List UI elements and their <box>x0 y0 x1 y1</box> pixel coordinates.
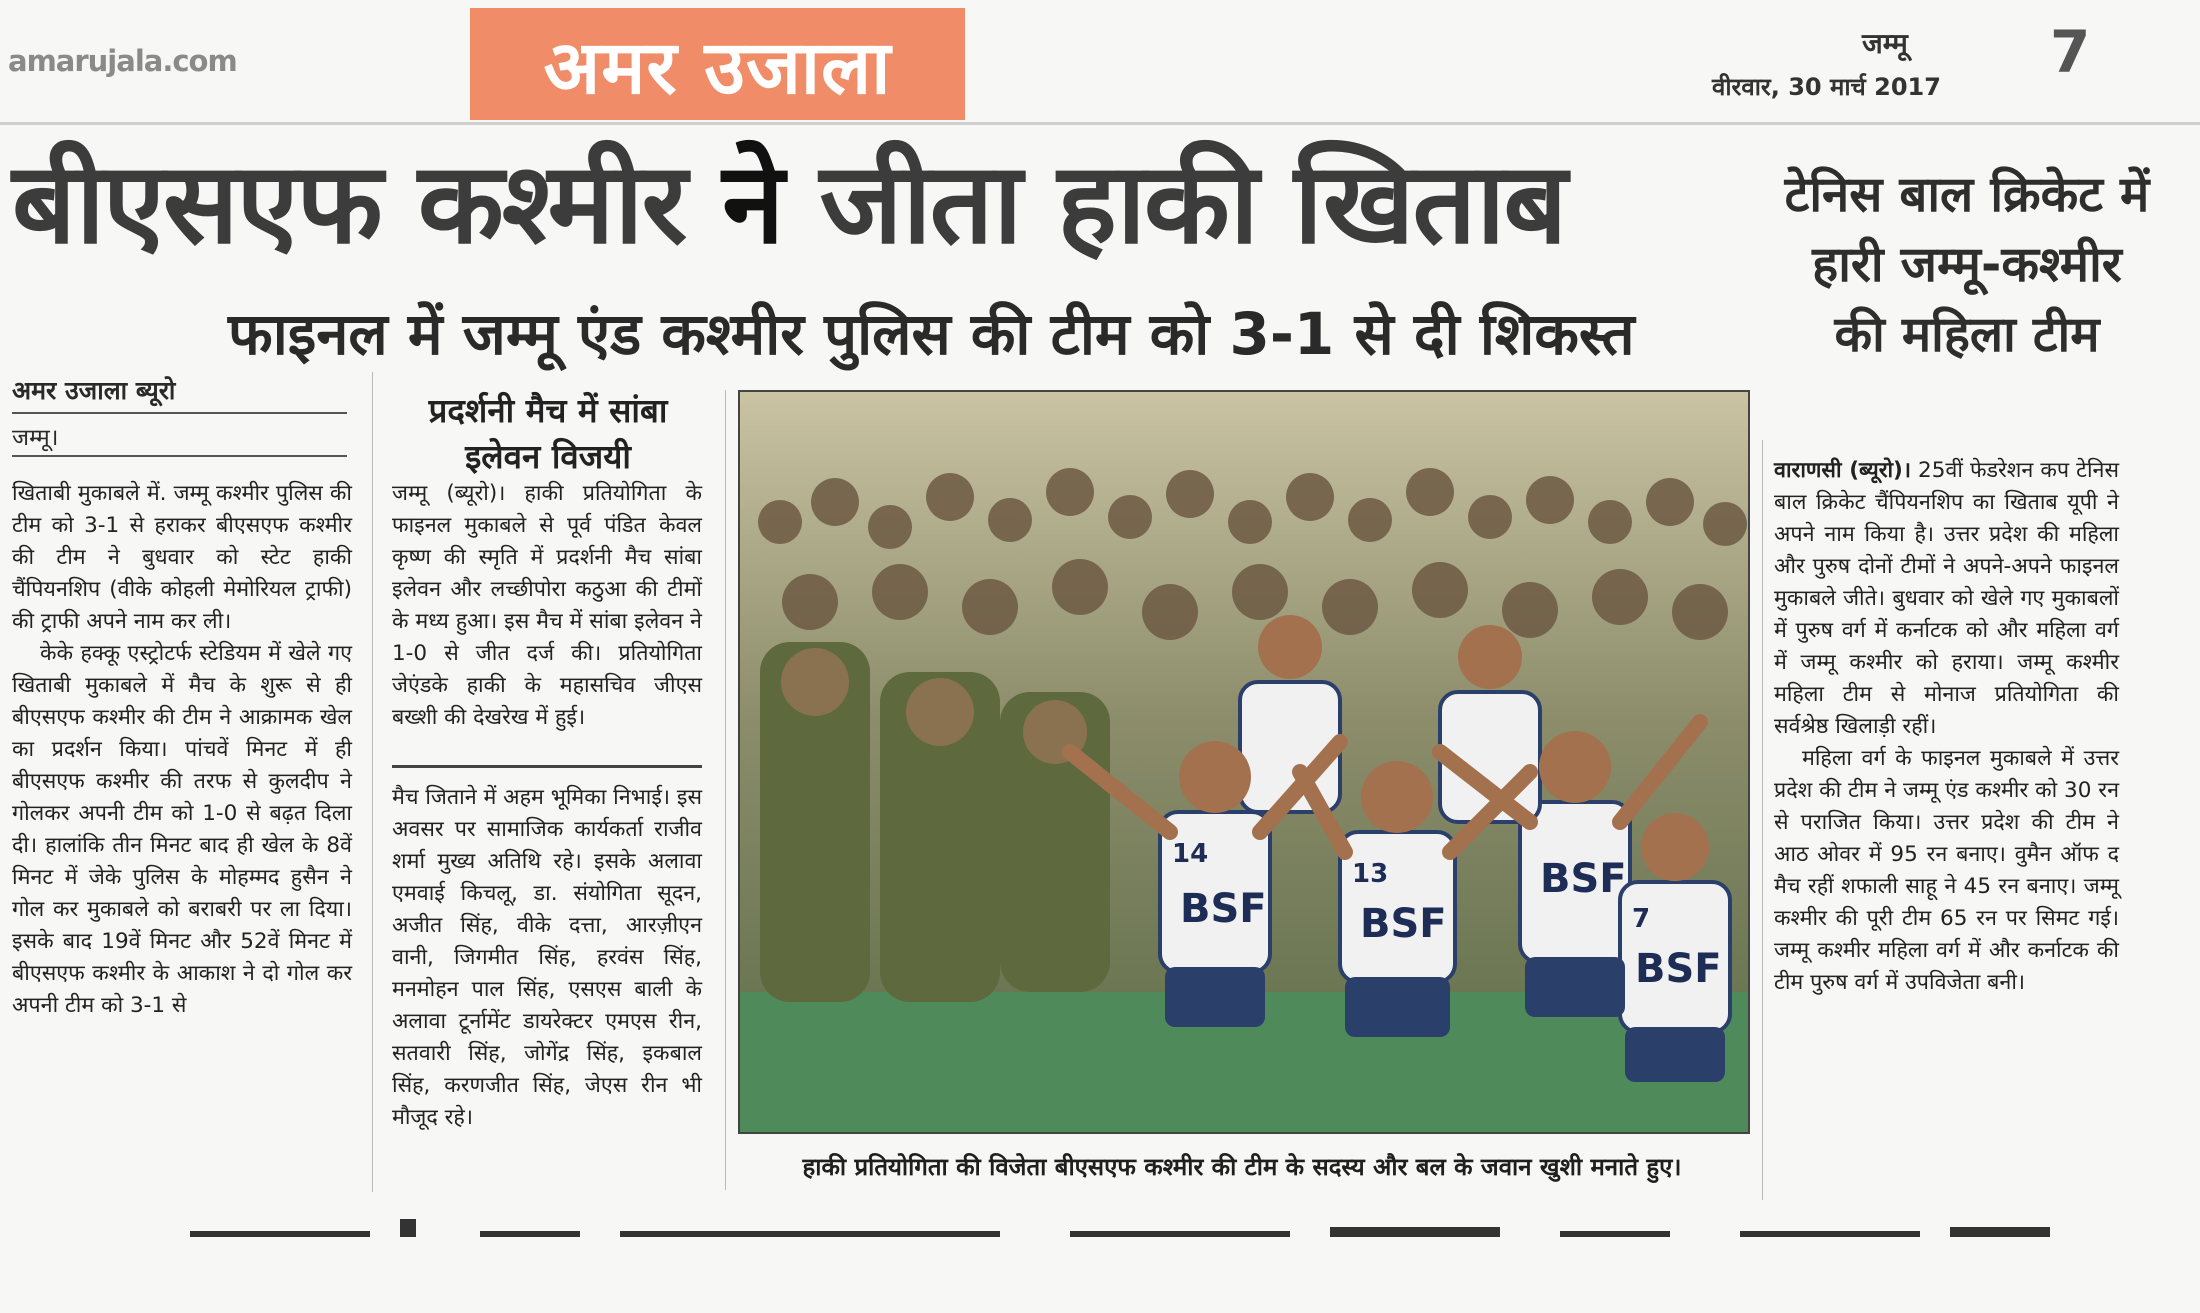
page-number: 7 <box>2050 18 2091 86</box>
team-celebration-photo <box>738 390 1750 1134</box>
column-divider <box>725 390 726 1190</box>
jersey-bsf-4: BSF <box>1635 946 1722 992</box>
headline-part-2: ने <box>722 139 783 269</box>
main-paragraph-1: खिताबी मुकाबले में. जम्मू कश्मीर पुलिस की टीम को 3-1 से हराकर बीएसएफ कश्मीर की टीम ने बुधवार को स्टेट हाकी चैंपियनशिप (वीके कोहली मेमोरियल ट्राफी) की ट्राफी अपने नाम कर ली। <box>12 481 352 634</box>
main-story-body <box>12 478 352 1022</box>
box-story-divider <box>392 765 702 768</box>
cutoff-headline-strip <box>190 1205 2050 1245</box>
column-divider <box>1762 440 1763 1200</box>
side-story-body <box>1774 455 2119 999</box>
headline-part-1: बीएसएफ कश्मीर <box>12 139 686 269</box>
box-story-headline: प्रदर्शनी मैच में सांबा इलेवन विजयी <box>428 391 668 476</box>
jersey-bsf-2: BSF <box>1360 901 1447 947</box>
side-story-dateline: वाराणसी (ब्यूरो)। <box>1774 458 1912 483</box>
jersey-bsf-3: BSF <box>1540 856 1627 902</box>
photo-illustration <box>740 392 1748 1132</box>
box-story-body: जम्मू (ब्यूरो)। हाकी प्रतियोगिता के फाइनल मुकाबले से पूर्व पंडित केवल कृष्ण की स्मृति में प्रदर्शनी मैच सांबा इलेवन और लच्छीपोरा कठुआ की टीमों के मध्य हुआ। इस मैच में सांबा इलेवन ने 1-0 से जीत दर्ज की। प्रतियोगिता जेएंडके हाकी के महासचिव जीएस बख्शी की देखरेख में हुई। <box>392 481 702 730</box>
headline-part-3: जीता हाकी खिताब <box>819 139 1566 269</box>
dateline: जम्मू। <box>12 425 59 451</box>
byline: अमर उजाला ब्यूरो <box>12 376 176 405</box>
side-story-headline: टेनिस बाल क्रिकेट में हारी जम्मू-कश्मीर की महिला टीम <box>1784 166 2150 363</box>
side-paragraph-1-text: 25वीं फेडरेशन कप टेनिस बाल क्रिकेट चैंपियनशिप का खिताब यूपी ने अपने नाम किया है। उत्तर प्रदेश की महिला और पुरुष दोनों टीमों ने अपने-अपने फाइनल मुकाबले जीते। बुधवार को खेले गए मुकाबलों में पुरुष वर्ग में कर्नाटक को और महिला वर्ग में जम्मू कश्मीर को हराया। जम्मू कश्मीर महिला टीम से मोनाज प्रतियोगिता की सर्वश्रेष्ठ खिलाड़ी रहीं। <box>1774 458 2119 739</box>
main-story-continuation: मैच जिताने में अहम भूमिका निभाई। इस अवसर पर सामाजिक कार्यकर्ता राजीव शर्मा मुख्य अतिथि रहे। इसके अलावा एमवाई किचलू, डा. संयोगिता सूदन, अजीत सिंह, वीके दत्ता, आरज़ीएन वानी, जिगमीत सिंह, हरवंस सिंह, मनमोहन पाल सिंह, एसएस बाली के अलावा टूर्नामेंट डायरेक्टर एमएस रीन, सतवारी सिंह, जोगेंद्र सिंह, इकबाल सिंह, करणजीत सिंह, जेएस रीन भी मौजूद रहे। <box>392 785 702 1130</box>
dateline-divider <box>12 455 347 457</box>
side-paragraph-2: महिला वर्ग के फाइनल मुकाबले में उत्तर प्रदेश की टीम ने जम्मू एंड कश्मीर को 30 रन से पराजित किया। उत्तर प्रदेश की टीम ने आठ ओवर में 95 रन बनाए। वुमैन ऑफ द मैच रहीं शफाली साहू ने 45 रन बनाए। जम्मू कश्मीर की पूरी टीम 65 रन पर सिमट गई। जम्मू कश्मीर महिला वर्ग में और कर्नाटक की टीम पुरुष वर्ग में उपविजेता बनी। <box>1774 746 2119 995</box>
jersey-number-7: 7 <box>1632 904 1651 934</box>
masthead-divider <box>0 122 2200 125</box>
column-divider <box>372 372 373 1192</box>
site-url: amarujala.com <box>8 44 237 78</box>
jersey-number-14: 14 <box>1172 839 1209 869</box>
main-paragraph-2: केके हक्कू एस्ट्रोटर्फ स्टेडियम में खेले गए खिताबी मुकाबले में मैच के शुरू से ही बीएसएफ कश्मीर की टीम ने आक्रामक खेल का प्रदर्शन किया। पांचवें मिनट में ही बीएसएफ कश्मीर की तरफ से कुलदीप ने गोलकर अपनी टीम को 1-0 से बढ़त दिला दी। हालांकि तीन मिनट बाद ही खेल के 8वें मिनट में जेके पुलिस के मोहम्मद हुसैन ने गोल कर मुकाबले को बराबरी पर ला दिया। इसके बाद 19वें मिनट और 52वें मिनट में बीएसएफ कश्मीर के आकाश ने दो गोल कर अपनी टीम को 3-1 से <box>12 641 352 1018</box>
side-paragraph-1 <box>1774 455 2119 743</box>
sub-headline: फाइनल में जम्मू एंड कश्मीर पुलिस की टीम को 3-1 से दी शिकस्त <box>228 300 1635 368</box>
edition-name: जम्मू <box>1862 27 1908 60</box>
issue-date: वीरवार, 30 मार्च 2017 <box>1712 73 1941 101</box>
logo-text: अमर उजाला <box>543 24 892 111</box>
jersey-number-13: 13 <box>1352 859 1389 889</box>
newspaper-logo <box>470 8 965 120</box>
main-headline <box>12 139 1772 269</box>
photo-caption: हाकी प्रतियोगिता की विजेता बीएसएफ कश्मीर की टीम के सदस्य और बल के जवान खुशी मनाते हुए। <box>802 1153 1682 1181</box>
byline-divider <box>12 412 347 414</box>
jersey-bsf-1: BSF <box>1180 886 1267 932</box>
